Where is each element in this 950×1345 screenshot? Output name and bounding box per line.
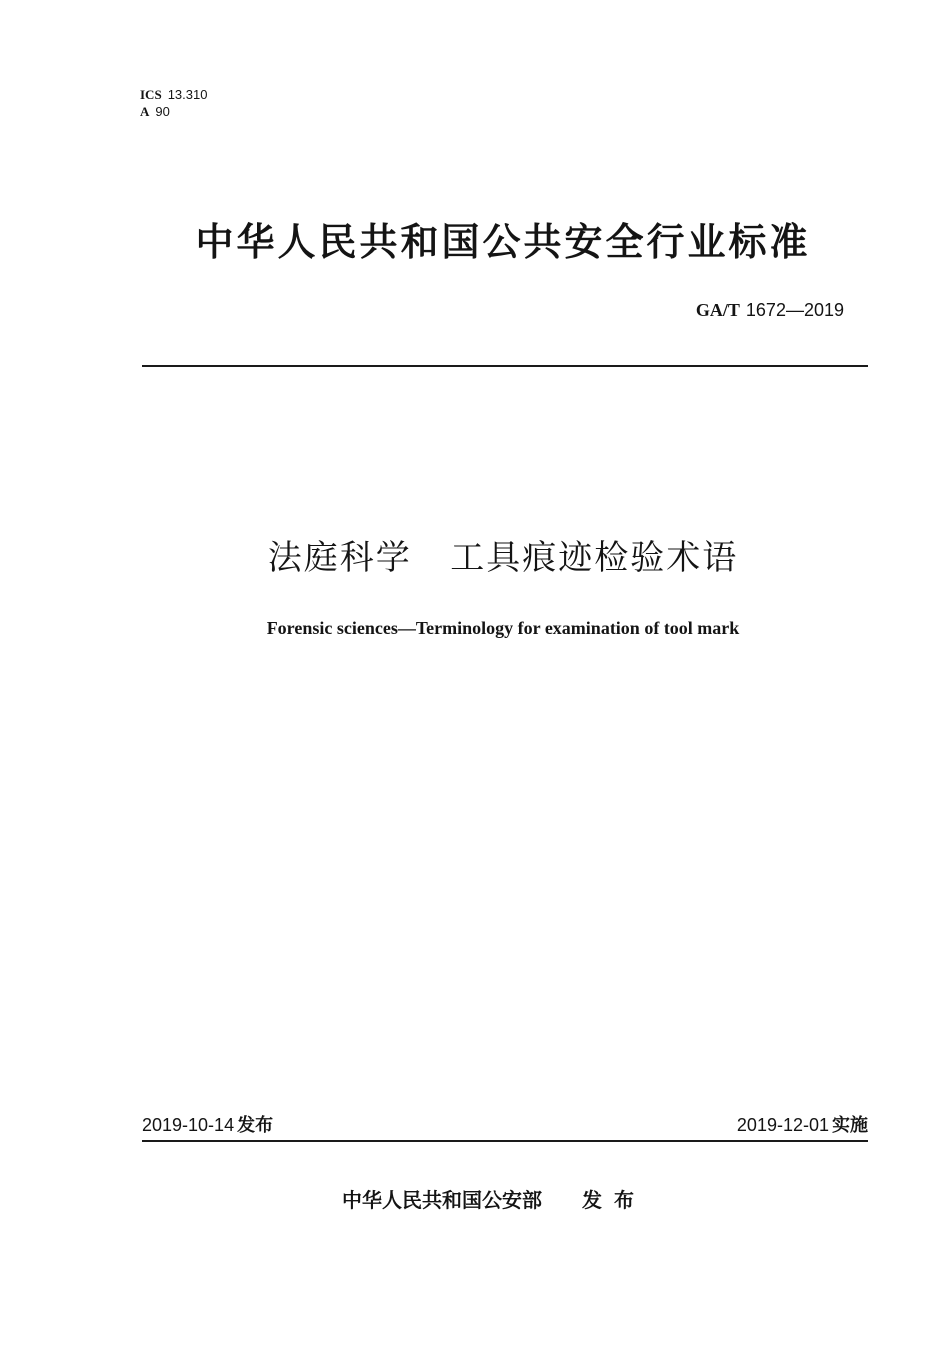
implementation-date-suffix: 实施 (832, 1115, 868, 1136)
standard-digits: 1672—2019 (745, 300, 844, 320)
issue-date-value: 2019-10-14 (142, 1115, 235, 1135)
implementation-date-value: 2019-12-01 (736, 1115, 829, 1135)
ics-code (140, 86, 207, 103)
issue-date (142, 1112, 273, 1139)
document-title-cn: 法庭科学 工具痕迹检验术语 (267, 538, 739, 578)
ccs-value: 90 (155, 104, 170, 119)
classification-codes (140, 86, 207, 120)
footer-divider (142, 1140, 868, 1142)
standard-prefix: GA/T (695, 300, 740, 320)
ccs-code (140, 103, 207, 120)
publisher-name: 中华人民共和国公安部 (342, 1188, 542, 1212)
ics-label: ICS (140, 87, 162, 102)
publisher-line (342, 1186, 646, 1214)
issue-date-suffix: 发布 (237, 1115, 274, 1136)
standard-category-title: 中华人民共和国公共安全行业标准 (195, 220, 811, 264)
ics-value: 13.310 (167, 87, 208, 102)
ccs-label: A (140, 104, 150, 119)
publish-word: 发布 (582, 1188, 646, 1212)
document-title-en: Forensic sciences—Terminology for examination of tool mark (266, 618, 740, 638)
standard-number (696, 300, 844, 321)
header-divider (142, 365, 868, 367)
implementation-date (737, 1112, 868, 1139)
